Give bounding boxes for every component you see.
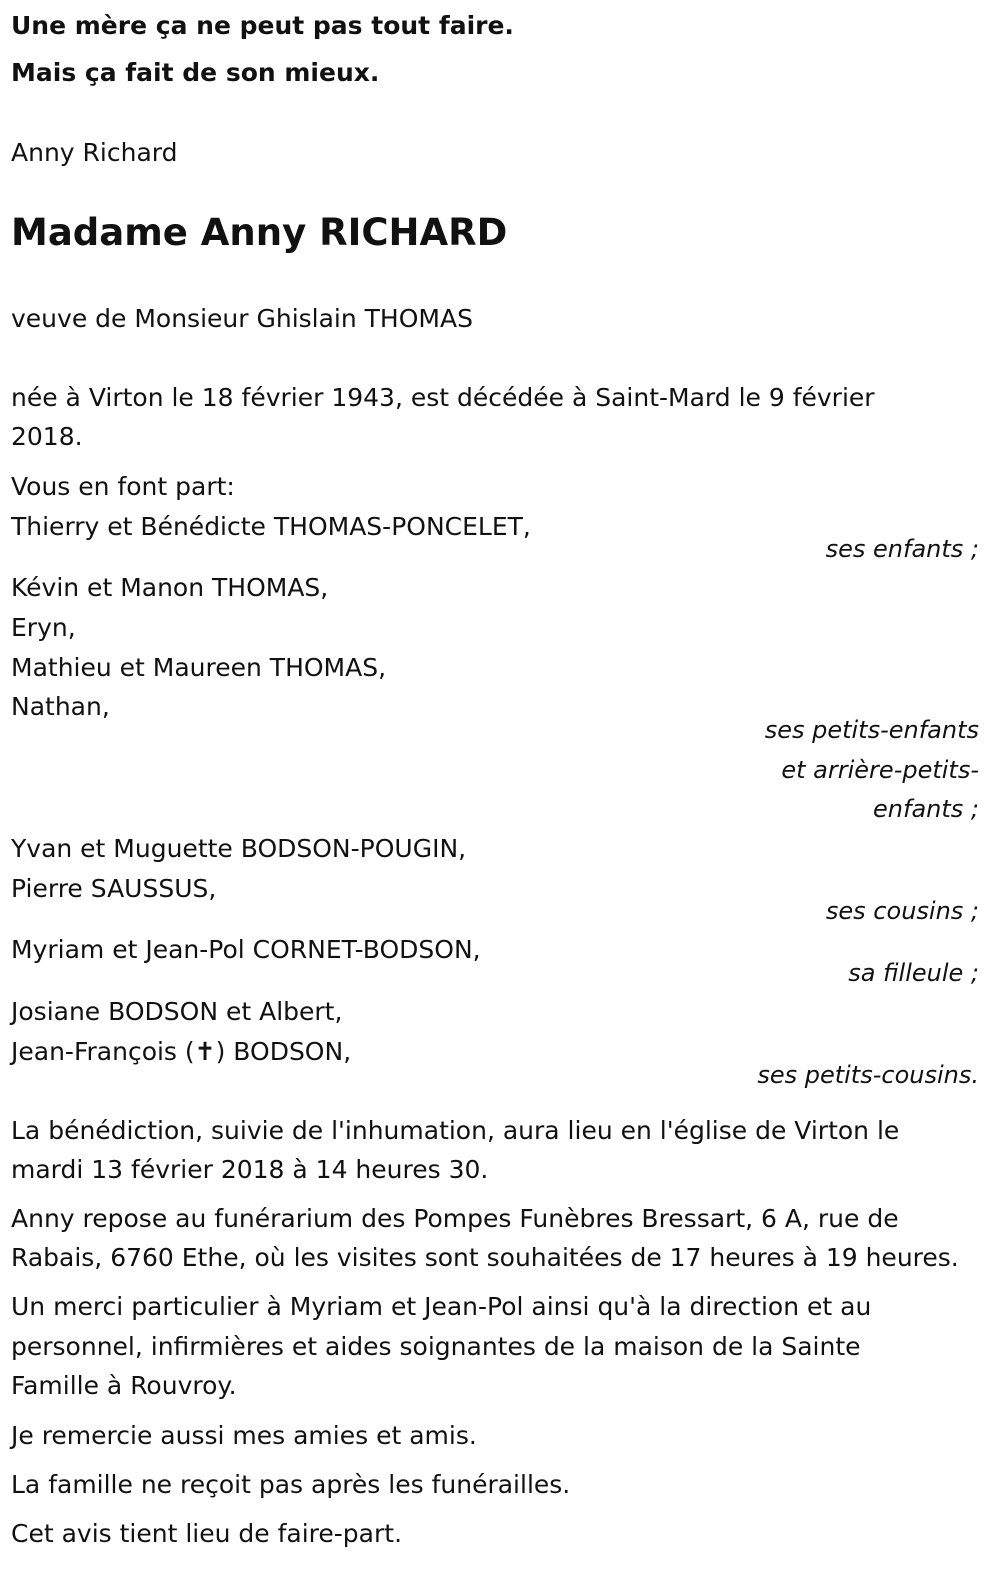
thanks-line-2: personnel, infirmières et aides soignantes de la maison de la Sainte — [11, 1332, 861, 1361]
ceremony-line-1: La bénédiction, suivie de l'inhumation, aura lieu en l'église de Virton le — [11, 1116, 900, 1145]
widow-of-line: veuve de Monsieur Ghislain THOMAS — [11, 304, 473, 333]
family-name-line: Nathan, — [11, 692, 110, 721]
family-relation: enfants ; — [873, 795, 979, 823]
ceremony-line-2: mardi 13 février 2018 à 14 heures 30. — [11, 1155, 489, 1184]
family-name-line: Jean-François (✝) BODSON, — [11, 1037, 352, 1066]
family-name-line: Yvan et Muguette BODSON-POUGIN, — [11, 834, 467, 863]
family-name-line: Eryn, — [11, 613, 76, 642]
announce-intro: Vous en font part: — [11, 472, 235, 501]
family-relation: ses petits-enfants — [764, 716, 979, 744]
family-relation: et arrière-petits- — [781, 756, 979, 784]
birth-death-line-2: 2018. — [11, 422, 83, 451]
thanks-friends: Je remercie aussi mes amies et amis. — [11, 1421, 477, 1450]
family-relation: ses enfants ; — [825, 535, 979, 563]
family-name-line: Josiane BODSON et Albert, — [11, 997, 343, 1026]
family-name-line: Kévin et Manon THOMAS, — [11, 573, 329, 602]
thanks-line-3: Famille à Rouvroy. — [11, 1371, 237, 1400]
family-name-line: Thierry et Bénédicte THOMAS-PONCELET, — [11, 512, 531, 541]
motto-line-1: Une mère ça ne peut pas tout faire. — [11, 11, 514, 40]
funeral-home-line-2: Rabais, 6760 Ethe, où les visites sont souhaitées de 17 heures à 19 heures. — [11, 1243, 959, 1272]
motto-line-2: Mais ça fait de son mieux. — [11, 58, 380, 87]
page-title: Madame Anny RICHARD — [11, 211, 508, 254]
signature-name: Anny Richard — [11, 138, 178, 167]
family-relation: ses petits-cousins. — [757, 1061, 979, 1089]
closing-notice: Cet avis tient lieu de faire-part. — [11, 1519, 403, 1548]
family-name-line: Myriam et Jean-Pol CORNET-BODSON, — [11, 935, 481, 964]
birth-death-line-1: née à Virton le 18 février 1943, est décédée à Saint-Mard le 9 février — [11, 383, 875, 412]
family-name-line: Mathieu et Maureen THOMAS, — [11, 653, 387, 682]
thanks-line-1: Un merci particulier à Myriam et Jean-Pol ainsi qu'à la direction et au — [11, 1292, 872, 1321]
family-relation: ses cousins ; — [825, 897, 979, 925]
no-reception: La famille ne reçoit pas après les funérailles. — [11, 1470, 571, 1499]
family-name-line: Pierre SAUSSUS, — [11, 874, 217, 903]
family-relation: sa filleule ; — [848, 959, 979, 987]
funeral-home-line-1: Anny repose au funérarium des Pompes Funèbres Bressart, 6 A, rue de — [11, 1204, 899, 1233]
